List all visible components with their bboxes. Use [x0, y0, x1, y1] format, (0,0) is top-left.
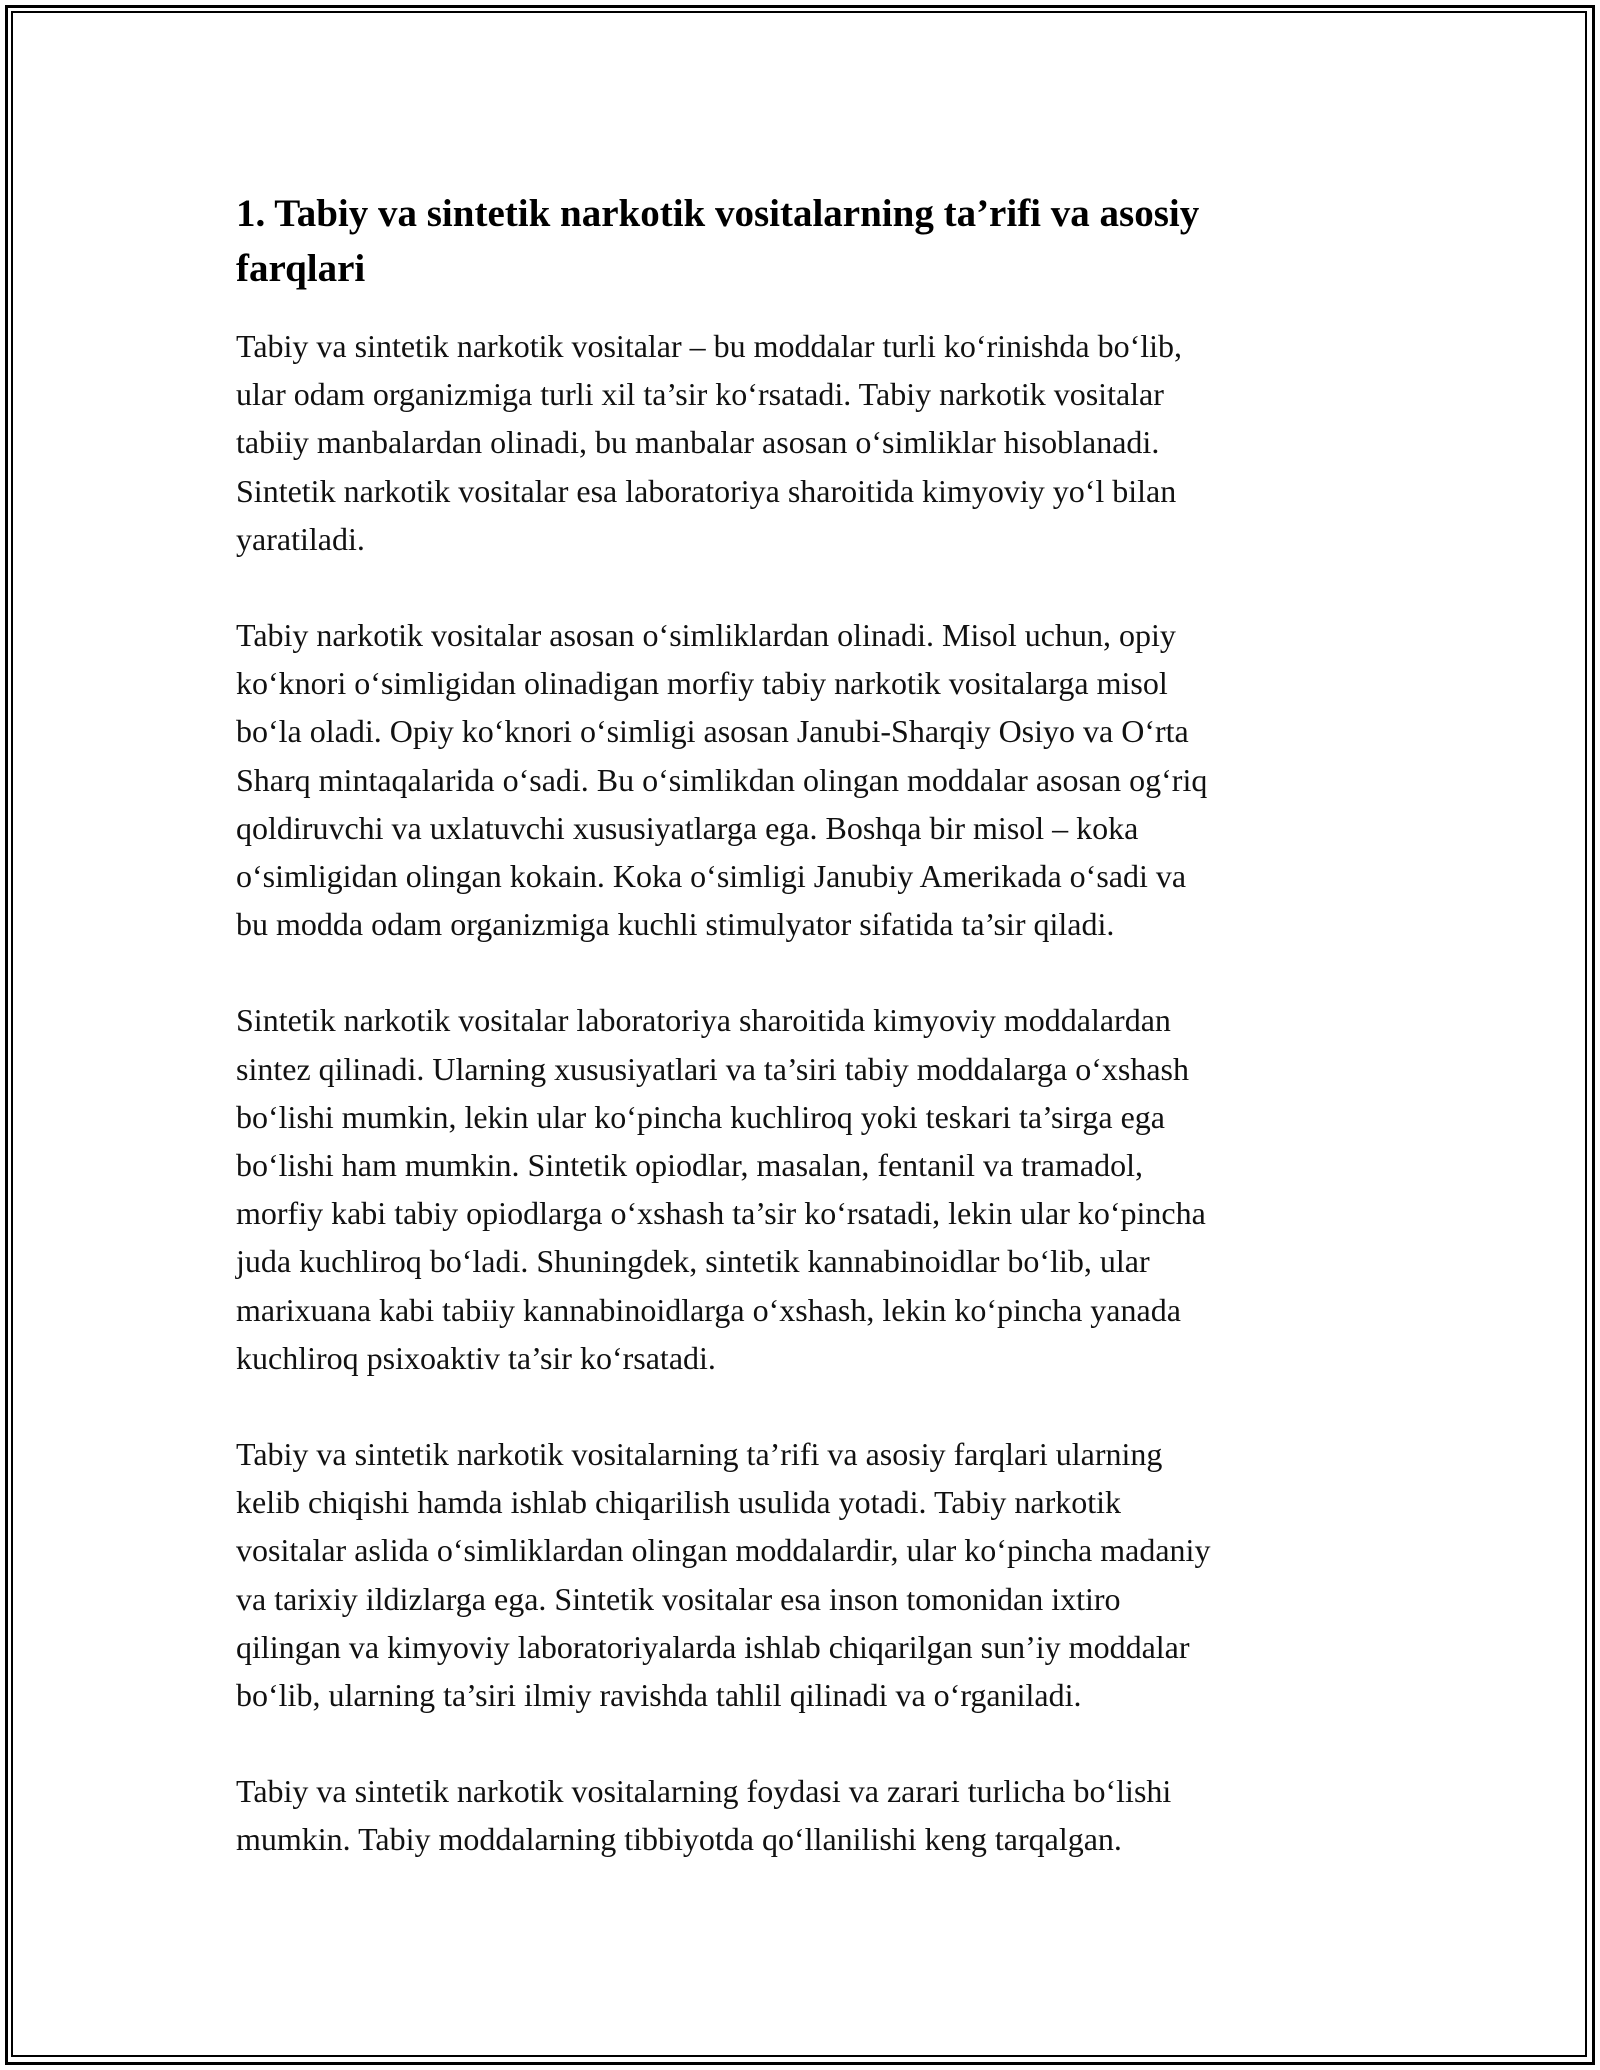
paragraph-5: Tabiy va sintetik narkotik vositalarning foydasi va zarari turlicha bo‘lishi mumkin. Tabiy moddalarning tibbiyotda qo‘llanilishi keng tarqalgan. [236, 1773, 1172, 1858]
paragraph-1: Tabiy va sintetik narkotik vositalar – bu moddalar turli ko‘rinishda bo‘lib, ular odam organizmiga turli xil ta’sir ko‘rsatadi. Tabiy narkotik vositalar tabiiy manbalardan olinadi, bu manbalar asosan o‘simliklar hisoblanadi. Sintetik narkotik vositalar esa laboratoriya sharoitida kimyoviy yo‘l bilan yaratiladi. [236, 328, 1183, 557]
paragraph-2: Tabiy narkotik vositalar asosan o‘simliklardan olinadi. Misol uchun, opiy ko‘knori o‘simligidan olinadigan morfiy tabiy narkotik vositalarga misol bo‘la oladi. Opiy ko‘knori o‘simligi asosan Janubi-Sharqiy Osiyo va O‘rta Sharq mintaqalarida o‘sadi. Bu o‘simlikdan olingan moddalar asosan og‘riq qoldiruvchi va uxlatuvchi xususiyatlarga ega. Boshqa bir misol – koka o‘simligidan olingan kokain. Koka o‘simligi Janubiy Amerikada o‘sadi va bu modda odam organizmiga kuchli stimulyator sifatida ta’sir qiladi. [236, 617, 1208, 943]
document-body [236, 186, 1366, 1864]
paragraph-3: Sintetik narkotik vositalar laboratoriya sharoitida kimyoviy moddalardan sintez qilinadi. Ularning xususiyatlari va ta’siri tabiy moddalarga o‘xshash bo‘lishi mumkin, lekin ular ko‘pincha kuchliroq yoki teskari ta’sirga ega bo‘lishi ham mumkin. Sintetik opiodlar, masalan, fentanil va tramadol, morfiy kabi tabiy opiodlarga o‘xshash ta’sir ko‘rsatadi, lekin ular ko‘pincha juda kuchliroq bo‘ladi. Shuningdek, sintetik kannabinoidlar bo‘lib, ular marixuana kabi tabiiy kannabinoidlarga o‘xshash, lekin ko‘pincha yanada kuchliroq psixoaktiv ta’sir ko‘rsatadi. [236, 1002, 1206, 1376]
paragraph-4: Tabiy va sintetik narkotik vositalarning ta’rifi va asosiy farqlari ularning kelib chiqishi hamda ishlab chiqarilish usulida yotadi. Tabiy narkotik vositalar aslida o‘simliklardan olingan moddalardir, ular ko‘pincha madaniy va tarixiy ildizlarga ega. Sintetik vositalar esa inson tomonidan ixtiro qilingan va kimyoviy laboratoriyalarda ishlab chiqarilgan sun’iy moddalar bo‘lib, ularning ta’siri ilmiy ravishda tahlil qilinadi va o‘rganiladi. [236, 1436, 1211, 1714]
section-heading: 1. Tabiy va sintetik narkotik vositalarning ta’rifi va asosiy farqlari [236, 192, 1200, 290]
